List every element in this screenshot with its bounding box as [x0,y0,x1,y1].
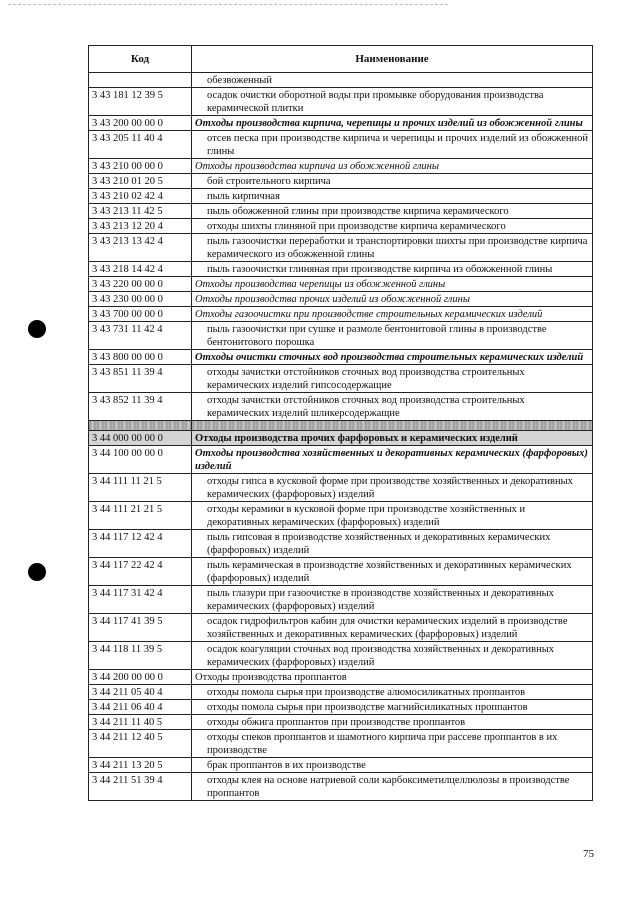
table-row [89,730,593,758]
code-cell: 3 44 111 11 21 5 [89,474,192,502]
table-row [89,292,593,307]
table-row [89,642,593,670]
name-cell: Отходы производства прочих фарфоровых и керамических изделий [192,431,593,446]
code-cell: 3 44 211 06 40 4 [89,700,192,715]
name-cell: брак проппантов в их производстве [192,758,593,773]
code-cell: 3 43 852 11 39 4 [89,393,192,421]
code-cell: 3 43 181 12 39 5 [89,88,192,116]
header-code: Код [89,46,192,73]
code-cell: 3 44 211 11 40 5 [89,715,192,730]
code-cell: 3 43 210 01 20 5 [89,174,192,189]
table-row [89,715,593,730]
table-row [89,431,593,446]
code-cell: 3 44 117 12 42 4 [89,530,192,558]
name-cell: пыль гипсовая в производстве хозяйственных и декоративных керамических (фарфоровых) изделий [192,530,593,558]
table-row [89,174,593,189]
code-cell: 3 43 700 00 00 0 [89,307,192,322]
name-cell: бой строительного кирпича [192,174,593,189]
code-cell: 3 43 220 00 00 0 [89,277,192,292]
name-cell: отходы помола сырья при производстве магнийсиликатных проппантов [192,700,593,715]
table-row [89,73,593,88]
code-cell: 3 43 200 00 00 0 [89,116,192,131]
table-row [89,365,593,393]
table-header-row [89,46,593,73]
name-cell: осадок очистки оборотной воды при промывке оборудования производства керамической плитки [192,88,593,116]
name-cell: Отходы производства прочих изделий из обожженной глины [192,292,593,307]
name-cell: отходы клея на основе натриевой соли карбоксиметилцеллюлозы в производстве проппантов [192,773,593,801]
name-cell: обезвоженный [192,73,593,88]
code-cell: 3 43 213 12 20 4 [89,219,192,234]
table-row [89,88,593,116]
waste-codes-table [88,45,593,801]
name-cell: Отходы производства хозяйственных и декоративных керамических (фарфоровых) изделий [192,446,593,474]
code-cell: 3 43 210 00 00 0 [89,159,192,174]
table-row [89,322,593,350]
code-cell: 3 43 230 00 00 0 [89,292,192,307]
name-cell: осадок коагуляции сточных вод производства хозяйственных и декоративных керамических (фарфоровых) изделий [192,642,593,670]
name-cell: Отходы газоочистки при производстве строительных керамических изделий [192,307,593,322]
table-row [89,474,593,502]
name-cell: пыль керамическая в производстве хозяйственных и декоративных керамических (фарфоровых) изделий [192,558,593,586]
table-body [89,73,593,801]
code-cell: 3 44 111 21 21 5 [89,502,192,530]
code-cell [89,421,192,431]
name-cell: Отходы производства проппантов [192,670,593,685]
name-cell: пыль газоочистки переработки и транспортировки шихты при производстве кирпича керамического из обожженной глины [192,234,593,262]
name-cell: отходы гипса в кусковой форме при производстве хозяйственных и декоративных керамических (фарфоровых) изделий [192,474,593,502]
code-cell: 3 43 800 00 00 0 [89,350,192,365]
name-cell [192,421,593,431]
code-cell: 3 44 211 51 39 4 [89,773,192,801]
code-cell: 3 43 213 13 42 4 [89,234,192,262]
code-cell: 3 44 118 11 39 5 [89,642,192,670]
table-row [89,502,593,530]
table-row [89,219,593,234]
table-row [89,758,593,773]
table-row [89,586,593,614]
name-cell: Отходы производства кирпича из обожженной глины [192,159,593,174]
code-cell: 3 43 218 14 42 4 [89,262,192,277]
name-cell: пыль газоочистки при сушке и размоле бентонитовой глины в производстве бентонитового порошка [192,322,593,350]
name-cell: пыль обожженной глины при производстве кирпича керамического [192,204,593,219]
code-cell: 3 44 211 05 40 4 [89,685,192,700]
table-row [89,262,593,277]
table-row [89,614,593,642]
table-row [89,204,593,219]
name-cell: Отходы производства кирпича, черепицы и прочих изделий из обожженной глины [192,116,593,131]
table-row [89,446,593,474]
code-cell: 3 43 731 11 42 4 [89,322,192,350]
name-cell: пыль глазури при газоочистке в производстве хозяйственных и декоративных керамических (фарфоровых) изделий [192,586,593,614]
top-edge-dash [8,4,448,5]
name-cell: Отходы производства черепицы из обожженной глины [192,277,593,292]
name-cell: отходы спеков проппантов и шамотного кирпича при рассеве проппантов в их производстве [192,730,593,758]
name-cell: отсев песка при производстве кирпича и черепицы и прочих изделий из обожженной глины [192,131,593,159]
code-cell: 3 44 117 22 42 4 [89,558,192,586]
table-row [89,116,593,131]
code-cell: 3 43 205 11 40 4 [89,131,192,159]
name-cell: отходы шихты глиняной при производстве кирпича керамического [192,219,593,234]
table-row [89,530,593,558]
table-separator-row [89,421,593,431]
name-cell: отходы помола сырья при производстве алюмосиликатных проппантов [192,685,593,700]
table-row [89,131,593,159]
code-cell: 3 44 211 13 20 5 [89,758,192,773]
table-row [89,700,593,715]
table-row [89,773,593,801]
name-cell: Отходы очистки сточных вод производства строительных керамических изделий [192,350,593,365]
code-cell: 3 44 117 41 39 5 [89,614,192,642]
table-row [89,159,593,174]
code-cell: 3 43 851 11 39 4 [89,365,192,393]
code-cell: 3 43 210 02 42 4 [89,189,192,204]
table-row [89,234,593,262]
code-cell: 3 44 117 31 42 4 [89,586,192,614]
table-row [89,558,593,586]
table-row [89,670,593,685]
header-name: Наименование [192,46,593,73]
table-row [89,189,593,204]
code-cell: 3 44 000 00 00 0 [89,431,192,446]
name-cell: пыль газоочистки глиняная при производстве кирпича из обожженной глины [192,262,593,277]
name-cell: пыль кирпичная [192,189,593,204]
code-cell: 3 44 211 12 40 5 [89,730,192,758]
table-row [89,350,593,365]
table-row [89,393,593,421]
table-row [89,307,593,322]
binder-hole-upper [28,320,46,338]
code-cell: 3 43 213 11 42 5 [89,204,192,219]
code-cell [89,73,192,88]
name-cell: отходы керамики в кусковой форме при производстве хозяйственных и декоративных керамических (фарфоровых) изделий [192,502,593,530]
page-number: 75 [583,848,594,860]
name-cell: отходы зачистки отстойников сточных вод производства строительных керамических изделий гипсосодержащие [192,365,593,393]
table-row [89,685,593,700]
name-cell: отходы обжига проппантов при производстве проппантов [192,715,593,730]
name-cell: осадок гидрофильтров кабин для очистки керамических изделий в производстве хозяйственных и декоративных керамических (фарфоровых) изделий [192,614,593,642]
name-cell: отходы зачистки отстойников сточных вод производства строительных керамических изделий шликерсодержащие [192,393,593,421]
table-row [89,277,593,292]
code-cell: 3 44 200 00 00 0 [89,670,192,685]
binder-hole-lower [28,563,46,581]
code-cell: 3 44 100 00 00 0 [89,446,192,474]
